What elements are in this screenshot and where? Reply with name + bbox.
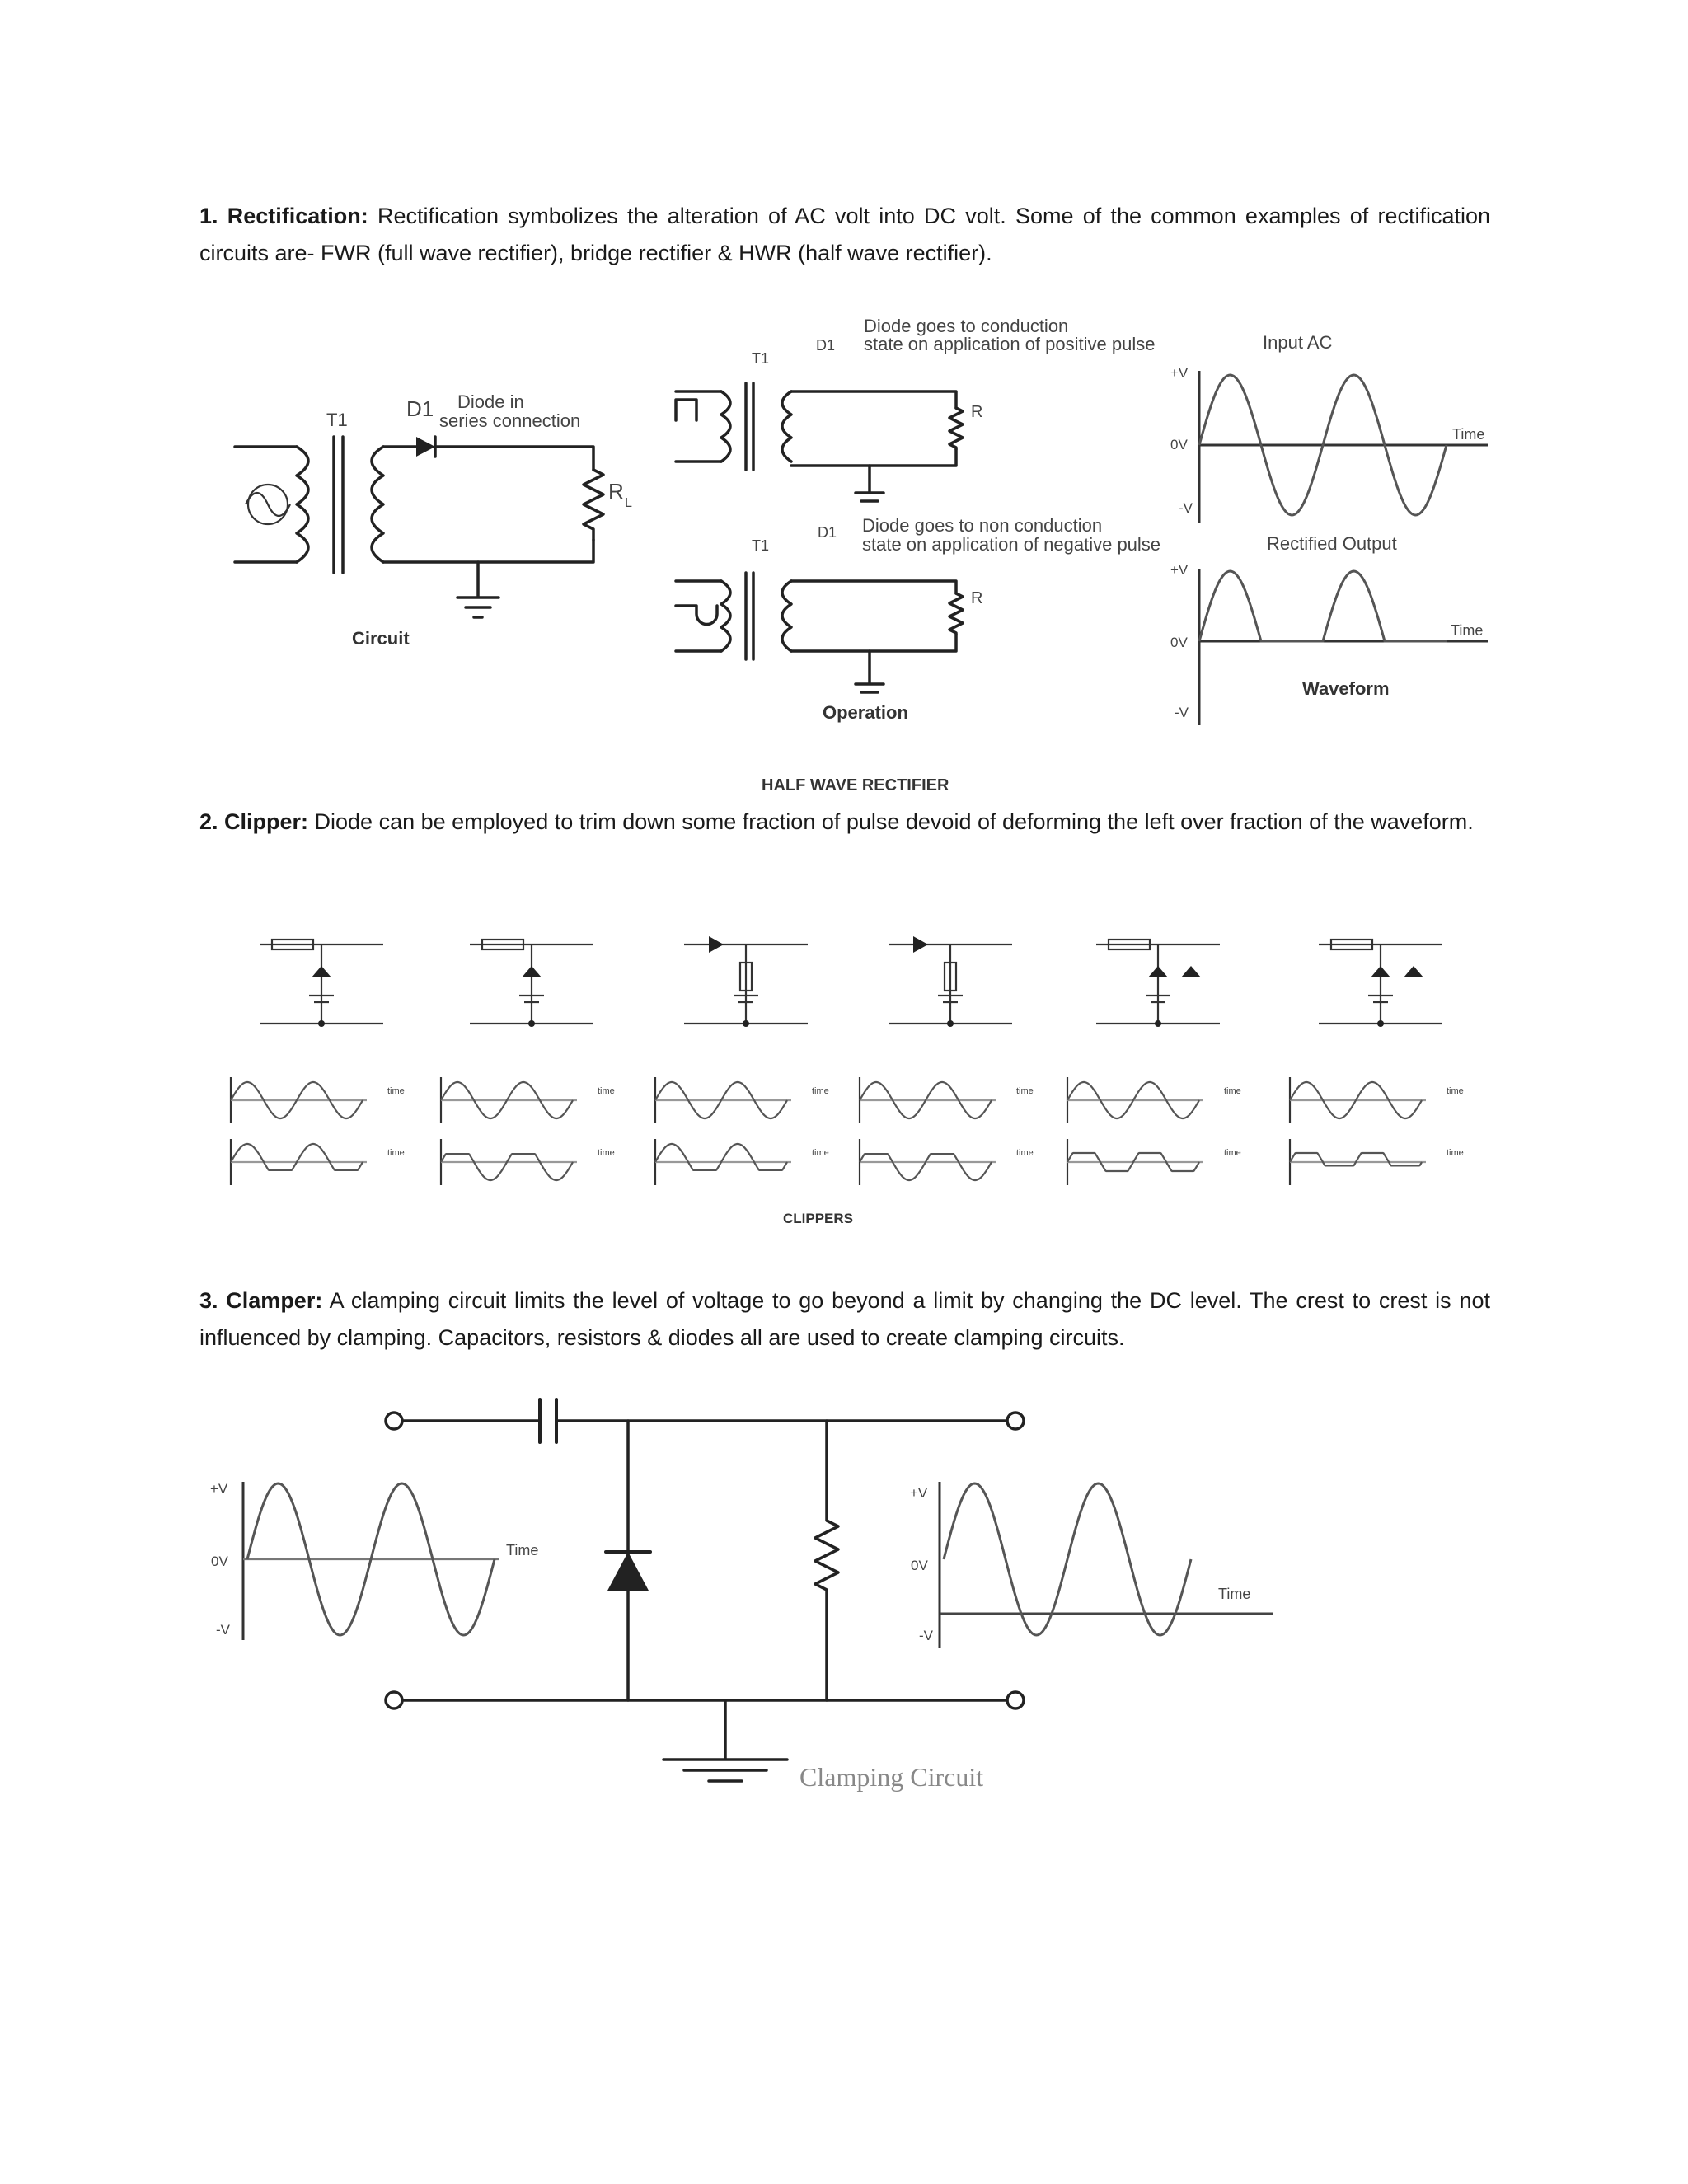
series-diode [709,936,724,953]
svg-text:0V: 0V [1170,437,1188,452]
svg-text:R: R [971,589,983,607]
output-terminal-top [1007,1413,1024,1429]
hwr-waveforms [1170,332,1488,725]
svg-text:+V: +V [1170,365,1189,381]
svg-text:-V: -V [1175,705,1189,720]
rectification-heading: 1. Rectification: [199,204,368,228]
svg-text:Time: Time [506,1542,539,1558]
clipper-text: Diode can be employed to trim down some fraction of pulse devoid of deforming the left over fraction of the waveform. [308,809,1474,834]
half-wave-rectifier-figure [0,305,1688,799]
clamper-paragraph [199,1282,1490,1357]
bottom-note-line1: Diode goes to non conduction [862,515,1103,536]
clamper-output-waveform [910,1482,1273,1648]
input-ac-label: Input AC [1263,332,1333,353]
clamping-circuit-figure [0,1385,1688,1813]
time-label: time [1016,1148,1034,1158]
svg-text:D1: D1 [816,337,836,354]
clamp-diode-symbol [607,1552,649,1591]
rl-label: R [608,479,624,504]
rectified-output-wave [1199,571,1447,641]
shunt-diode-2 [1181,966,1201,977]
ac-sine-glyph [246,493,290,516]
clipped-wave-1 [231,1139,405,1185]
clipper-circuit-3 [684,936,808,1027]
output-terminal-bottom [1007,1692,1024,1708]
time-label: time [812,1148,829,1158]
output-axes [1199,569,1488,725]
clamp-resistor [815,1421,838,1700]
svg-text:0V: 0V [1170,635,1188,650]
svg-text:-V: -V [1179,500,1193,516]
svg-text:T1: T1 [752,537,770,554]
hwr-circuit-diagram [235,391,632,649]
clamper-heading: 3. Clamper: [199,1288,323,1313]
input-wave-3 [655,1077,829,1123]
time-label: time [598,1148,615,1158]
clipper-heading: 2. Clipper: [199,809,309,834]
clipper-circuit-4 [889,936,1012,1027]
clipped-wave-4 [860,1139,1034,1185]
clipped-wave-6 [1290,1139,1464,1185]
clamper-text: A clamping circuit limits the level of voltage to go beyond a limit by changing the DC level. The crest to crest is not influenced by clamping. Capacitors, resistors & diodes all are used to create clamping circuits. [199,1288,1490,1350]
waveform-label: Waveform [1302,678,1390,699]
svg-text:+V: +V [910,1485,928,1501]
shunt-diode [522,966,542,977]
negative-pulse-glyph [676,606,717,625]
input-wave-5 [1067,1077,1241,1123]
clippers-caption: CLIPPERS [783,1211,854,1226]
time-label: time [1224,1086,1241,1096]
svg-text:Time: Time [1452,426,1485,443]
hwr-operation-diagram [676,316,1160,723]
clamper-input-waveform [210,1481,538,1640]
time-label: time [1016,1086,1034,1096]
series-diode [913,936,928,953]
positive-pulse-glyph [676,400,696,420]
rectified-output-label: Rectified Output [1267,533,1397,554]
clamper-output-wave [944,1483,1191,1635]
clipper-circuit-5 [1096,940,1220,1027]
t1-label: T1 [326,410,348,430]
clipped-wave-3 [655,1139,829,1185]
input-terminal-bottom [386,1692,402,1708]
circuit-label: Circuit [352,628,410,649]
svg-text:D1: D1 [818,524,837,541]
time-label: time [1224,1148,1241,1158]
clipper-circuit-1 [260,940,383,1027]
input-axes [1199,371,1488,523]
diode-symbol [416,437,435,457]
clipper-circuits [260,936,1442,1027]
diode-note-line2: series connection [439,410,581,431]
svg-text:+V: +V [210,1481,228,1497]
svg-text:Time: Time [1218,1586,1251,1602]
svg-text:Time: Time [1451,622,1484,639]
rectification-text: Rectification symbolizes the alteration of AC volt into DC volt. Some of the common examples of rectification circuits are- FWR (full wave rectifier), bridge rectifier & HWR (half wave rectifier). [199,204,1490,265]
clipper-waveforms [231,1077,1464,1185]
time-label: time [1447,1148,1464,1158]
svg-text:0V: 0V [911,1558,928,1573]
svg-text:+V: +V [1170,562,1189,578]
transformer-core [334,437,343,573]
diode-note-line1: Diode in [457,391,524,412]
svg-text:R: R [971,403,983,421]
input-wave-1 [231,1077,405,1123]
time-label: time [387,1148,405,1158]
input-wave-6 [1290,1077,1464,1123]
operation-label: Operation [823,702,908,723]
secondary-loop [383,447,593,562]
capacitor-symbol [540,1399,556,1442]
input-wave-4 [860,1077,1034,1123]
svg-text:-V: -V [919,1628,933,1643]
clipper-circuit-6 [1319,940,1442,1027]
input-terminal-top [386,1413,402,1429]
bottom-note-line2: state on application of negative pulse [862,534,1161,555]
clamper-circuit-diagram [386,1399,1024,1792]
time-label: time [812,1086,829,1096]
svg-text:T1: T1 [752,350,770,367]
top-note-line1: Diode goes to conduction [864,316,1069,336]
clamping-circuit-caption: Clamping Circuit [799,1762,984,1792]
shunt-diode [1371,966,1390,977]
hwr-caption: HALF WAVE RECTIFIER [762,776,950,794]
load-resistor-bottom [950,593,963,635]
load-resistor-top [950,408,963,449]
time-label: time [1447,1086,1464,1096]
time-label: time [387,1086,405,1096]
top-note-line2: state on application of positive pulse [864,334,1156,354]
time-label: time [598,1086,615,1096]
clipper-paragraph [199,804,1490,841]
clipped-wave-5 [1067,1139,1241,1185]
clipper-circuit-2 [470,940,593,1027]
rectification-paragraph [199,198,1490,272]
svg-text:L: L [625,496,632,510]
primary-coil [297,447,308,562]
svg-text:-V: -V [216,1622,230,1638]
secondary-coil [372,447,383,562]
shunt-diode [312,966,331,977]
d1-label: D1 [406,396,434,421]
clippers-figure [0,915,1688,1244]
svg-text:0V: 0V [211,1554,228,1569]
input-wave-2 [441,1077,615,1123]
ground-symbol [457,562,499,617]
clamp-ground-symbol [663,1700,787,1781]
load-resistor [584,470,603,540]
shunt-diode [1148,966,1168,977]
clipped-wave-2 [441,1139,615,1185]
shunt-diode-2 [1404,966,1423,977]
